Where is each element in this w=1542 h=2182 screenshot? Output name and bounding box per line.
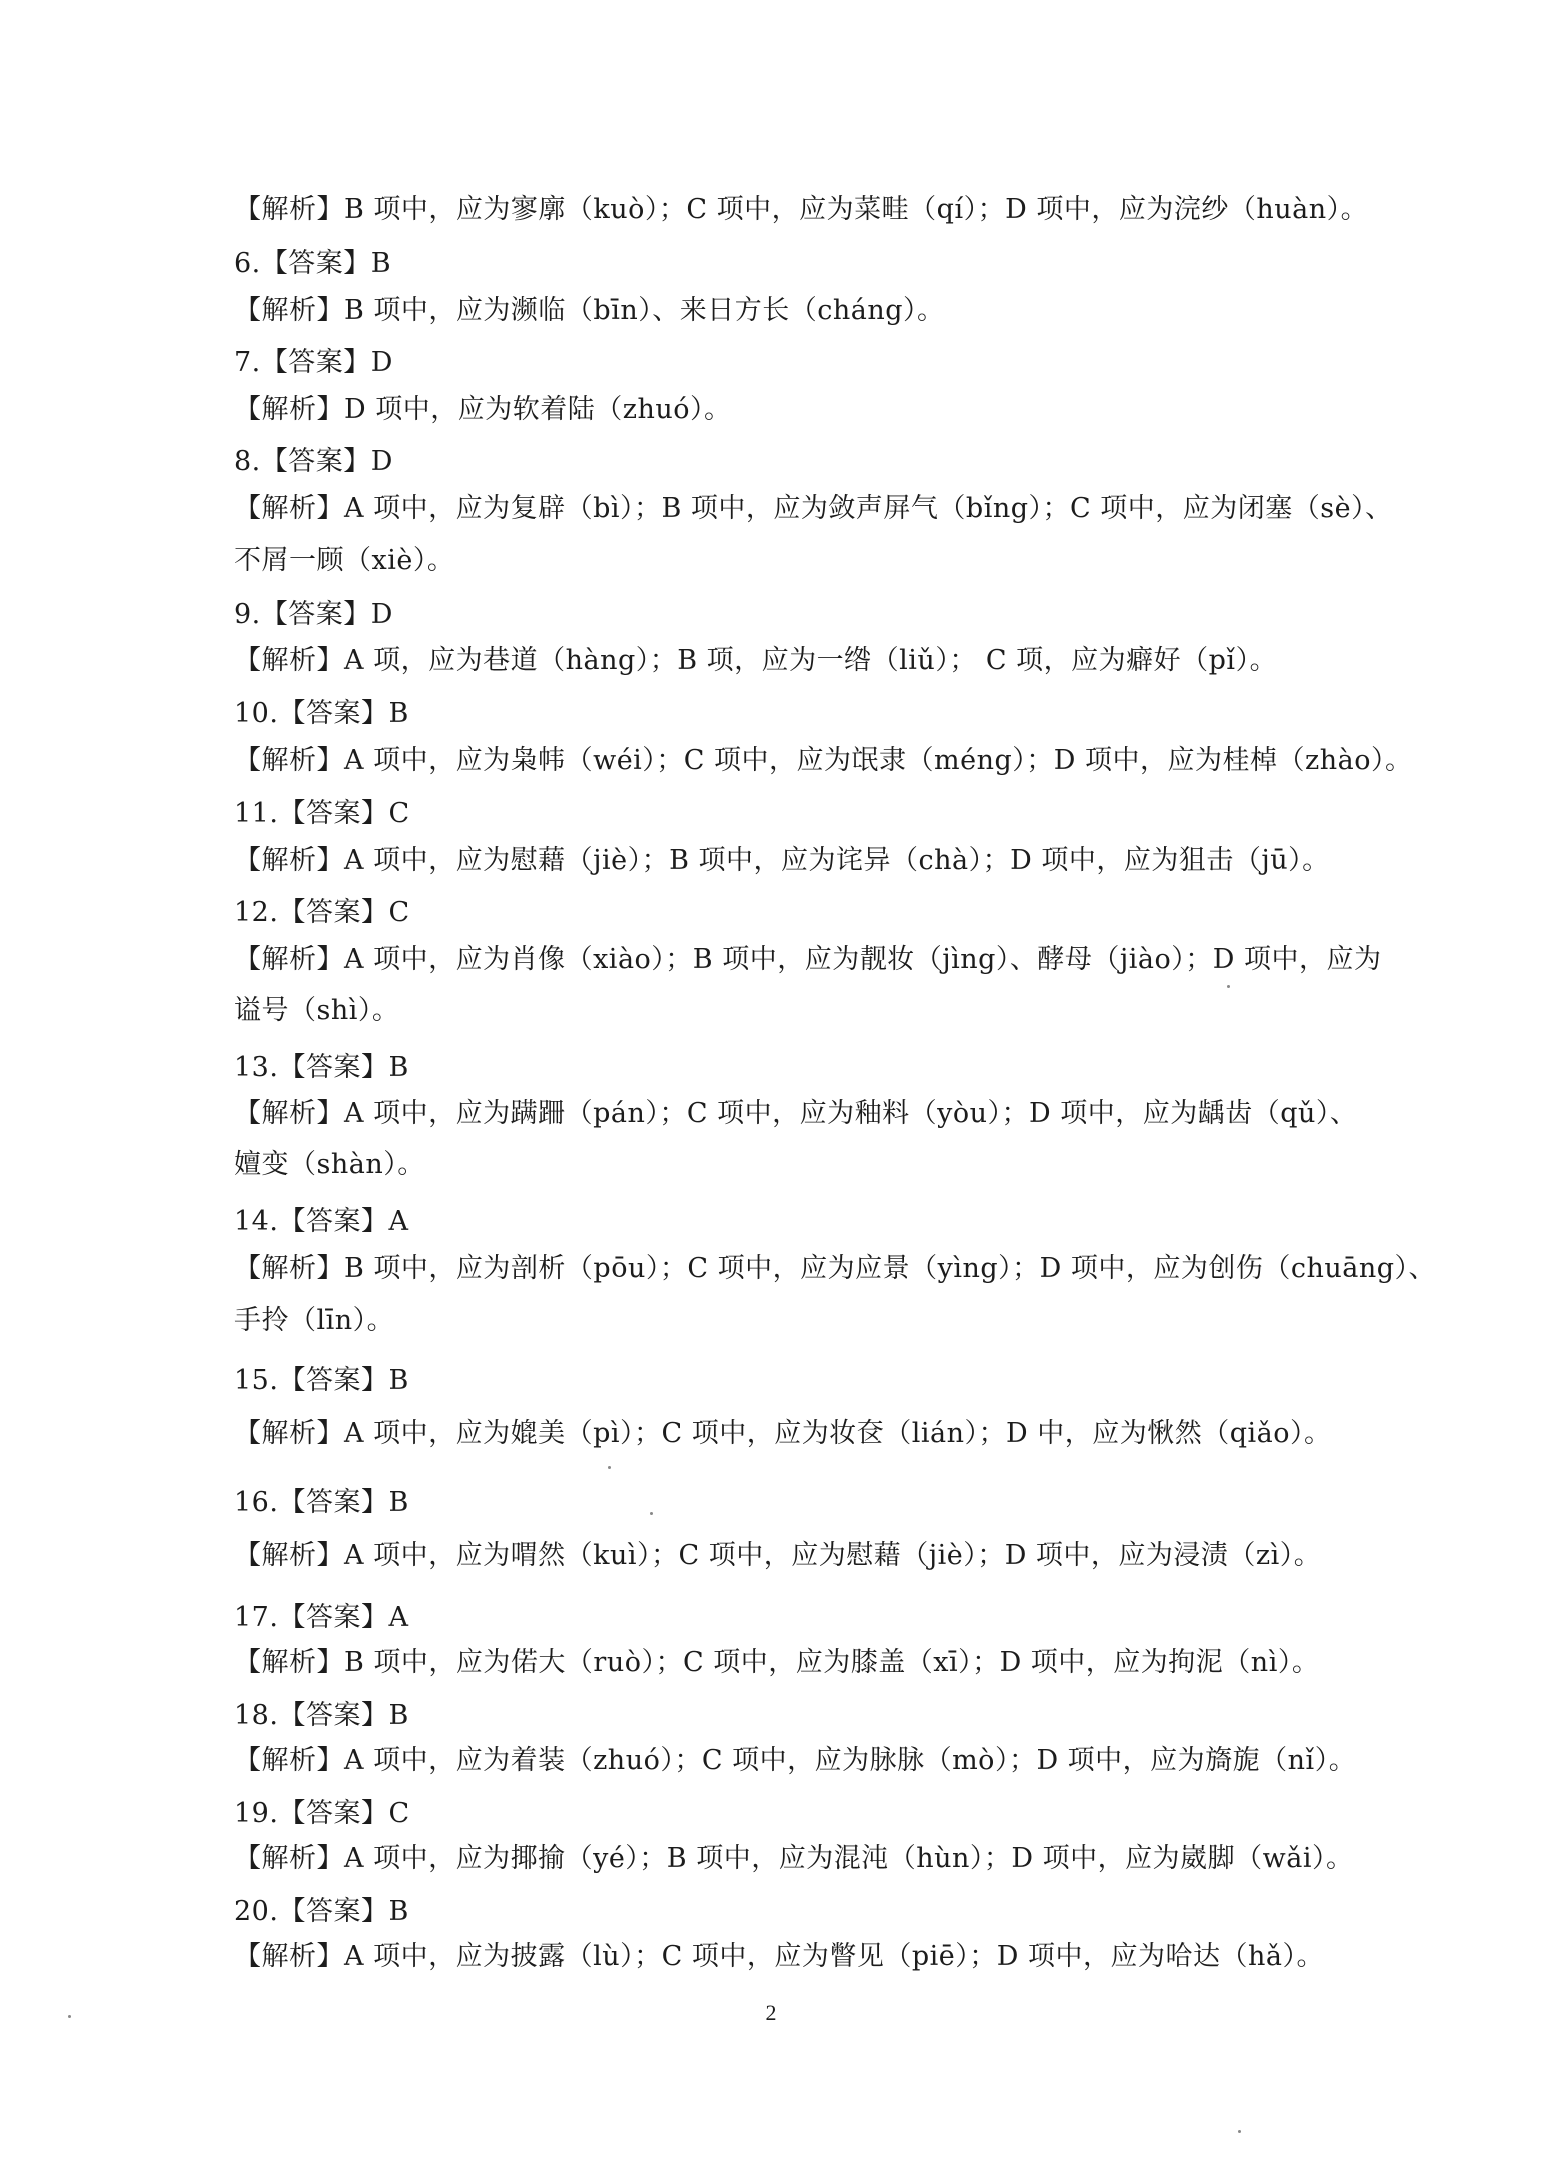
answer-line-10: 10.【答案】B — [234, 698, 409, 729]
answer-line-7: 7.【答案】D — [234, 347, 393, 378]
answer-line-14: 14.【答案】A — [234, 1206, 409, 1237]
answer-line-8: 8.【答案】D — [234, 446, 393, 477]
analysis-line-19: 【解析】A 项中，应为揶揄（yé）；B 项中，应为混沌（hùn）；D 项中，应为崴脚（wǎi）。 — [234, 1843, 1354, 1874]
analysis-line-15: 【解析】A 项中，应为媲美（pì）；C 项中，应为妆奁（lián）；D 中，应为愀然（qiǎo）。 — [234, 1418, 1332, 1449]
analysis-line-16: 【解析】A 项中，应为喟然（kuì）；C 项中，应为慰藉（jiè）；D 项中，应为浸渍（zì）。 — [234, 1540, 1322, 1571]
scan-speck — [1227, 985, 1230, 988]
analysis-line-14: 【解析】B 项中，应为剖析（pōu）；C 项中，应为应景（yìng）；D 项中，应为创伤（chuāng）、 — [234, 1253, 1437, 1284]
analysis-line-8: 【解析】A 项中，应为复辟（bì）；B 项中，应为敛声屏气（bǐng）；C 项中，应为闭塞（sè）、 — [234, 493, 1393, 524]
analysis-line-12: 【解析】A 项中，应为肖像（xiào）；B 项中，应为靓妆（jìng）、酵母（jiào）；D 项中，应为 — [234, 944, 1382, 975]
analysis-line-8-continued: 不屑一顾（xiè）。 — [234, 545, 455, 576]
answer-line-9: 9.【答案】D — [234, 599, 393, 630]
analysis-line-20: 【解析】A 项中，应为披露（lù）；C 项中，应为瞥见（piē）；D 项中，应为哈达（hǎ）。 — [234, 1941, 1324, 1972]
analysis-line-12-continued: 谥号（shì）。 — [234, 995, 400, 1026]
answer-line-19: 19.【答案】C — [234, 1798, 410, 1829]
answer-line-18: 18.【答案】B — [234, 1700, 409, 1731]
analysis-line-17: 【解析】B 项中，应为偌大（ruò）；C 项中，应为膝盖（xī）；D 项中，应为拘泥（nì）。 — [234, 1647, 1320, 1678]
analysis-line-13-continued: 嬗变（shàn）。 — [234, 1149, 425, 1180]
analysis-line-9: 【解析】A 项，应为巷道（hàng）；B 项，应为一绺（liǔ）； C 项，应为癖好（pǐ）。 — [234, 645, 1278, 676]
scan-speck — [1238, 2130, 1241, 2133]
analysis-line-5: 【解析】B 项中，应为寥廓（kuò）；C 项中，应为菜畦（qí）；D 项中，应为浣纱（huàn）。 — [234, 194, 1369, 225]
analysis-line-14-continued: 手拎（līn）。 — [234, 1305, 395, 1336]
answer-line-6: 6.【答案】B — [234, 248, 392, 279]
analysis-line-7: 【解析】D 项中，应为软着陆（zhuó）。 — [234, 394, 732, 425]
scan-speck — [608, 1466, 611, 1469]
scan-speck — [68, 2015, 71, 2018]
answer-line-16: 16.【答案】B — [234, 1487, 409, 1518]
answer-line-15: 15.【答案】B — [234, 1365, 409, 1396]
answer-line-11: 11.【答案】C — [234, 798, 410, 829]
scan-speck — [650, 1512, 653, 1515]
answer-line-13: 13.【答案】B — [234, 1052, 409, 1083]
answer-line-12: 12.【答案】C — [234, 897, 410, 928]
analysis-line-10: 【解析】A 项中，应为枭帏（wéi）；C 项中，应为氓隶（méng）；D 项中，应为桂棹（zhào）。 — [234, 745, 1413, 776]
page-number: 2 — [765, 2000, 777, 2025]
analysis-line-6: 【解析】B 项中，应为濒临（bīn）、来日方长（cháng）。 — [234, 295, 945, 326]
analysis-line-11: 【解析】A 项中，应为慰藉（jiè）；B 项中，应为诧异（chà）；D 项中，应为狙击（jū）。 — [234, 845, 1330, 876]
answer-line-17: 17.【答案】A — [234, 1602, 409, 1633]
analysis-line-18: 【解析】A 项中，应为着装（zhuó）；C 项中，应为脉脉（mò）；D 项中，应为旖旎（nǐ）。 — [234, 1745, 1357, 1776]
answer-line-20: 20.【答案】B — [234, 1896, 409, 1927]
analysis-line-13: 【解析】A 项中，应为蹒跚（pán）；C 项中，应为釉料（yòu）；D 项中，应为龋齿（qǔ）、 — [234, 1098, 1358, 1129]
